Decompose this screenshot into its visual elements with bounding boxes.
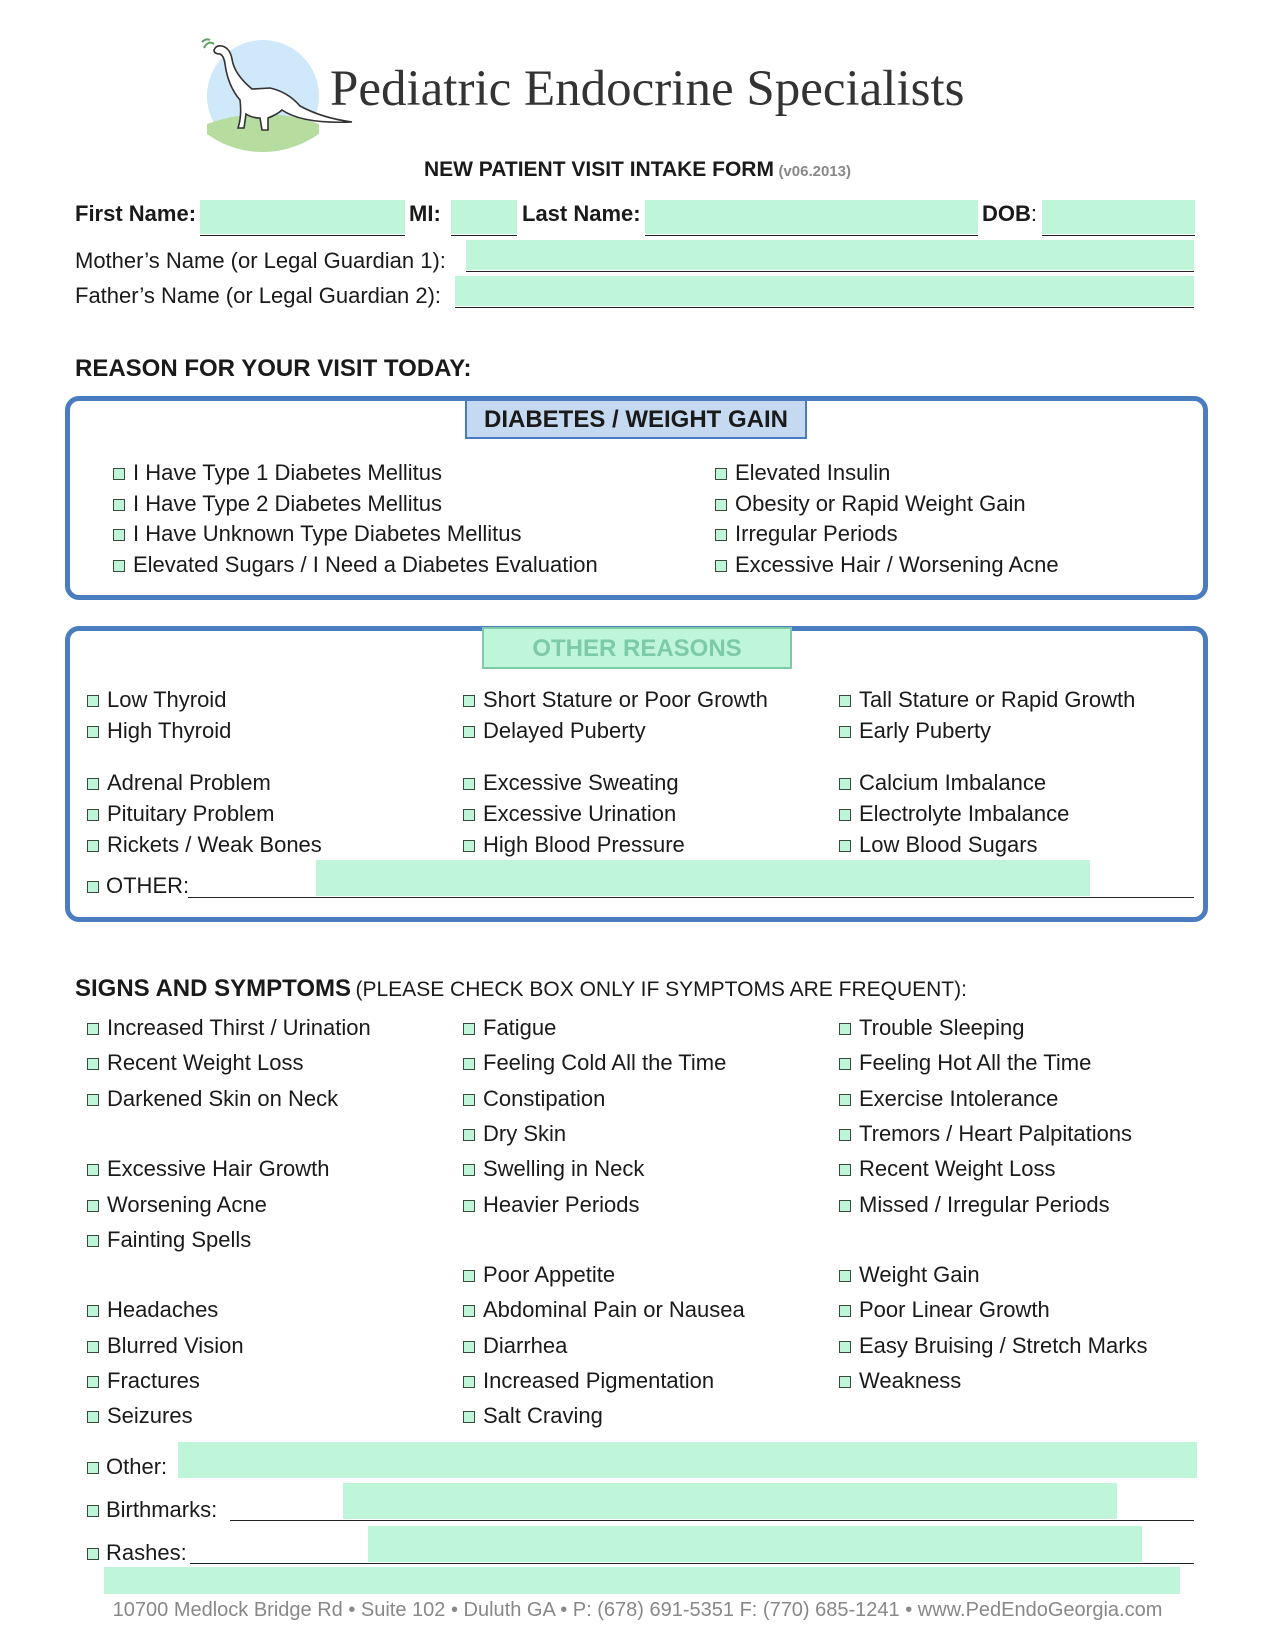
checkbox-icon[interactable] — [839, 1305, 851, 1317]
checkbox-label: Worsening Acne — [107, 1191, 267, 1217]
checkbox-icon[interactable] — [87, 695, 99, 707]
checkbox-label: Increased Pigmentation — [483, 1368, 715, 1393]
checkbox-icon[interactable] — [463, 1200, 475, 1212]
rashes-label: Rashes: — [106, 1540, 187, 1565]
checkbox-label: Obesity or Rapid Weight Gain — [735, 491, 1026, 516]
checkbox-icon[interactable] — [113, 499, 125, 511]
checkbox-icon[interactable] — [839, 1164, 851, 1176]
checkbox-label: Poor Linear Growth — [859, 1297, 1050, 1323]
checkbox-icon[interactable] — [463, 1411, 475, 1423]
checkbox-icon[interactable] — [839, 840, 851, 852]
checkbox-icon[interactable] — [87, 1411, 99, 1423]
footer-address: 10700 Medlock Bridge Rd • Suite 102 • Duluth GA • P: (678) 691-5351 F: (770) 685-1241 • www.PedEndoGeorgia.com — [112, 1599, 1163, 1621]
checkbox-label: Irregular Periods — [735, 521, 898, 546]
checkbox-label: Calcium Imbalance — [859, 770, 1047, 795]
checkbox-label: Delayed Puberty — [483, 718, 646, 743]
checkbox-label: Darkened Skin on Neck — [107, 1085, 339, 1111]
checkbox-label: Excessive Hair Growth — [107, 1156, 330, 1182]
other-reason-checkbox[interactable] — [87, 881, 99, 893]
checkbox-icon[interactable] — [715, 529, 727, 541]
first-name-underline — [200, 235, 405, 236]
checkbox-icon[interactable] — [463, 1058, 475, 1070]
symptom-other-checkbox[interactable] — [87, 1462, 99, 1474]
dob-colon: : — [1030, 201, 1038, 226]
checkbox-icon[interactable] — [839, 1376, 851, 1388]
checkbox-icon[interactable] — [113, 529, 125, 541]
checkbox-label: Blurred Vision — [107, 1332, 244, 1358]
dob-label — [982, 202, 1037, 226]
checkbox-label: Fractures — [107, 1368, 200, 1393]
checkbox-icon[interactable] — [463, 840, 475, 852]
checkbox-icon[interactable] — [463, 1129, 475, 1141]
checkbox-icon[interactable] — [839, 695, 851, 707]
checkbox-icon[interactable] — [463, 778, 475, 790]
checkbox-label: Feeling Hot All the Time — [859, 1050, 1092, 1076]
form-version: (v06.2013) — [778, 163, 851, 180]
rashes-underline — [190, 1563, 1194, 1564]
checkbox-label: Exercise Intolerance — [859, 1085, 1059, 1111]
checkbox-label: Recent Weight Loss — [859, 1156, 1056, 1182]
checkbox-icon[interactable] — [87, 1164, 99, 1176]
checkbox-label: Early Puberty — [859, 718, 992, 743]
checkbox-label: Salt Craving — [483, 1403, 603, 1429]
checkbox-label: High Blood Pressure — [483, 832, 685, 857]
father-name-label: Father’s Name (or Legal Guardian 2): — [75, 283, 442, 308]
checkbox-label: Low Blood Sugars — [859, 832, 1038, 857]
checkbox-icon[interactable] — [463, 1305, 475, 1317]
symptoms-heading-note: (PLEASE CHECK BOX ONLY IF SYMPTOMS ARE FREQUENT): — [355, 978, 967, 1001]
dob-underline — [1042, 235, 1195, 236]
checkbox-icon[interactable] — [87, 1058, 99, 1070]
checkbox-label: Missed / Irregular Periods — [859, 1191, 1110, 1217]
checkbox-label: Weight Gain — [859, 1262, 980, 1288]
checkbox-label: Elevated Insulin — [735, 460, 891, 485]
checkbox-label: Electrolyte Imbalance — [859, 801, 1070, 826]
checkbox-label: Heavier Periods — [483, 1191, 640, 1217]
checkbox-label: High Thyroid — [107, 718, 232, 743]
checkbox-label: Short Stature or Poor Growth — [483, 687, 768, 712]
checkbox-icon[interactable] — [463, 1023, 475, 1035]
checkbox-icon[interactable] — [839, 778, 851, 790]
other-reason-field[interactable] — [316, 860, 1090, 896]
last-name-label: Last Name: — [522, 201, 641, 226]
checkbox-icon[interactable] — [87, 1305, 99, 1317]
symptoms-heading — [75, 975, 967, 1003]
checkbox-label: Excessive Urination — [483, 801, 677, 826]
mi-field[interactable] — [451, 200, 517, 234]
checkbox-label: Trouble Sleeping — [859, 1015, 1025, 1040]
other-reason-underline — [188, 897, 1194, 898]
checkbox-icon[interactable] — [839, 1129, 851, 1141]
mother-name-underline — [466, 271, 1194, 272]
checkbox-icon[interactable] — [113, 560, 125, 572]
birthmarks-checkbox[interactable] — [87, 1505, 99, 1517]
checkbox-icon[interactable] — [839, 1200, 851, 1212]
birthmarks-underline — [230, 1520, 1194, 1521]
checkbox-label: Excessive Sweating — [483, 770, 679, 795]
checkbox-label: Seizures — [107, 1403, 193, 1429]
checkbox-label: Increased Thirst / Urination — [107, 1015, 371, 1040]
symptom-other-field[interactable] — [178, 1442, 1197, 1478]
checkbox-icon[interactable] — [463, 726, 475, 738]
checkbox-label: Diarrhea — [483, 1332, 568, 1358]
birthmarks-label: Birthmarks: — [106, 1497, 218, 1522]
symptom-other-label: Other: — [106, 1454, 168, 1479]
reason-heading: REASON FOR YOUR VISIT TODAY: — [75, 355, 472, 382]
dob-field[interactable] — [1042, 200, 1195, 234]
rashes-field[interactable] — [368, 1526, 1142, 1562]
checkbox-icon[interactable] — [839, 809, 851, 821]
checkbox-label: Swelling in Neck — [483, 1156, 645, 1182]
checkbox-label: Feeling Cold All the Time — [483, 1050, 727, 1076]
symptoms-heading-text: SIGNS AND SYMPTOMS — [75, 975, 352, 1002]
checkbox-icon[interactable] — [715, 499, 727, 511]
dob-label-text: DOB — [982, 201, 1031, 226]
checkbox-label: I Have Type 2 Diabetes Mellitus — [133, 491, 442, 516]
checkbox-label: Tall Stature or Rapid Growth — [859, 687, 1136, 712]
other-reasons-title: OTHER REASONS — [482, 627, 792, 669]
father-name-underline — [455, 307, 1194, 308]
checkbox-label: Weakness — [859, 1368, 962, 1393]
checkbox-icon[interactable] — [87, 1235, 99, 1247]
checkbox-label: Low Thyroid — [107, 687, 227, 712]
checkbox-icon[interactable] — [839, 1058, 851, 1070]
checkbox-label: Fainting Spells — [107, 1226, 252, 1252]
checkbox-icon[interactable] — [87, 809, 99, 821]
rashes-checkbox[interactable] — [87, 1548, 99, 1560]
form-title-text: NEW PATIENT VISIT INTAKE FORM — [423, 158, 774, 181]
checkbox-icon[interactable] — [87, 778, 99, 790]
checkbox-label: Fatigue — [483, 1015, 557, 1040]
checkbox-label: Excessive Hair / Worsening Acne — [735, 552, 1059, 577]
checkbox-icon[interactable] — [839, 726, 851, 738]
mother-name-label: Mother’s Name (or Legal Guardian 1): — [75, 248, 446, 273]
checkbox-label: Rickets / Weak Bones — [107, 832, 322, 857]
checkbox-label: I Have Type 1 Diabetes Mellitus — [133, 460, 442, 485]
checkbox-label: Tremors / Heart Palpitations — [859, 1120, 1133, 1146]
checkbox-label: Abdominal Pain or Nausea — [483, 1297, 745, 1323]
birthmarks-field[interactable] — [343, 1483, 1117, 1519]
checkbox-icon[interactable] — [87, 1023, 99, 1035]
other-reason-label: OTHER: — [106, 873, 190, 898]
checkbox-icon[interactable] — [463, 1164, 475, 1176]
checkbox-icon[interactable] — [87, 726, 99, 738]
checkbox-label: Elevated Sugars / I Need a Diabetes Evaluation — [133, 552, 598, 577]
checkbox-label: Easy Bruising / Stretch Marks — [859, 1332, 1148, 1358]
checkbox-label: Headaches — [107, 1297, 219, 1323]
checkbox-icon[interactable] — [463, 809, 475, 821]
last-name-field[interactable] — [645, 200, 978, 234]
checkbox-icon[interactable] — [87, 1200, 99, 1212]
checkbox-label: Adrenal Problem — [107, 770, 271, 795]
checkbox-icon[interactable] — [839, 1270, 851, 1282]
first-name-label: First Name: — [75, 201, 197, 226]
checkbox-icon[interactable] — [463, 1376, 475, 1388]
checkbox-label: Dry Skin — [483, 1120, 567, 1146]
last-name-underline — [645, 235, 978, 236]
checkbox-icon[interactable] — [839, 1341, 851, 1353]
checkbox-icon[interactable] — [839, 1023, 851, 1035]
checkbox-icon[interactable] — [87, 1094, 99, 1106]
checkbox-icon[interactable] — [463, 1341, 475, 1353]
checkbox-label: Pituitary Problem — [107, 801, 275, 826]
diabetes-title: DIABETES / WEIGHT GAIN — [465, 399, 807, 439]
father-name-field[interactable] — [455, 276, 1194, 306]
checkbox-label: I Have Unknown Type Diabetes Mellitus — [133, 521, 522, 546]
checkbox-icon[interactable] — [87, 1376, 99, 1388]
checkbox-label: Recent Weight Loss — [107, 1050, 304, 1076]
checkbox-icon[interactable] — [463, 1094, 475, 1106]
practice-name: Pediatric Endocrine Specialists — [330, 61, 965, 117]
checkbox-label: Constipation — [483, 1085, 606, 1111]
checkbox-icon[interactable] — [463, 695, 475, 707]
checkbox-icon[interactable] — [113, 468, 125, 480]
checkbox-icon[interactable] — [87, 1341, 99, 1353]
checkbox-icon[interactable] — [715, 560, 727, 572]
checkbox-icon[interactable] — [463, 1270, 475, 1282]
form-title — [0, 158, 1275, 182]
checkbox-icon[interactable] — [839, 1094, 851, 1106]
checkbox-icon[interactable] — [715, 468, 727, 480]
first-name-field[interactable] — [200, 200, 405, 234]
checkbox-label: Poor Appetite — [483, 1262, 616, 1288]
mi-underline — [451, 235, 517, 236]
checkbox-icon[interactable] — [87, 840, 99, 852]
mi-label: MI: — [409, 201, 441, 226]
mother-name-field[interactable] — [466, 240, 1194, 270]
rashes-extra-field[interactable] — [104, 1567, 1180, 1594]
